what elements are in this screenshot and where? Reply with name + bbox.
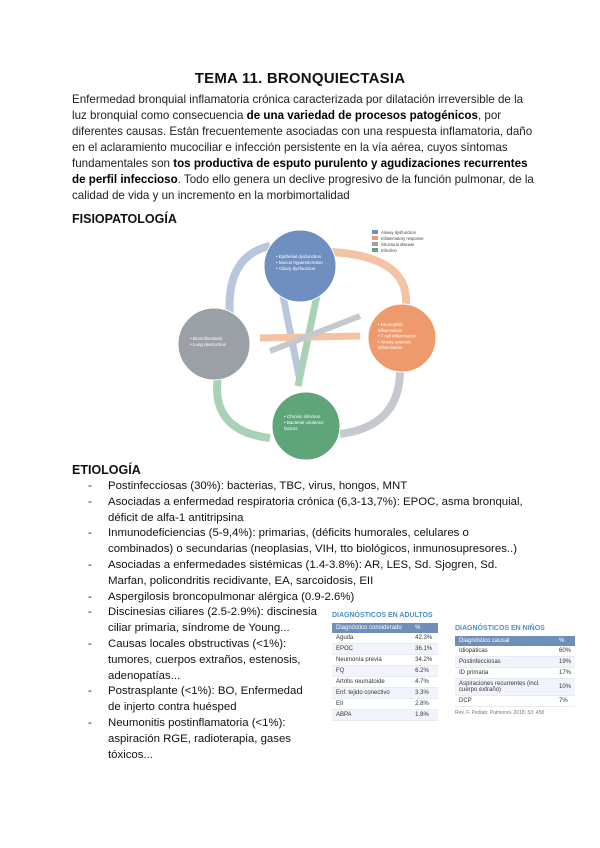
ninos-source: Rev. F. Pediatr. Pulmonol. 2018; 53: 458 — [455, 710, 545, 716]
table-row — [332, 677, 438, 688]
list-item: - Causas locales obstructivas (<1%): tumores, cuerpos extraños, estenosis, adenopatías... — [88, 637, 318, 684]
table-row — [332, 655, 438, 666]
diagram-node-label: • Lung destruction — [190, 342, 227, 347]
table-cell-value: 3.3% — [411, 688, 438, 699]
list-item: - Postrasplante (<1%): BO, Enfermedad de injerto contra huésped — [88, 684, 318, 716]
diagram-node-label: • Mucus hypersecretion — [276, 260, 323, 265]
diagram-node-label: • Chronic infection — [284, 414, 321, 419]
table-cell-value: 1.8% — [411, 710, 438, 721]
table-row — [455, 657, 575, 668]
list-item: - Asociadas a enfermedades sistémicas (1.4-3.8%): AR, LES, Sd. Sjogren, Sd. Marfan, policondritis recidivante, EA, sarcoidosis, EII — [88, 558, 528, 590]
diagram-node-label: • Epithelial dysfunction — [276, 254, 322, 259]
diagram-node-label: factors — [284, 426, 298, 431]
table-cell-label: Postinfecciosas — [455, 657, 555, 668]
adultos-table — [332, 623, 438, 721]
list-item: - Asociadas a enfermedad respiratoria crónica (6,3-13,7%): EPOC, asma bronquial, déficit de alfa-1 antitripsina — [88, 495, 528, 527]
table-row — [332, 699, 438, 710]
table-row — [455, 679, 575, 696]
fisiopatologia-heading: FISIOPATOLOGÍA — [72, 212, 177, 226]
diagram-node-label: inflammation — [378, 345, 403, 351]
page-title: TEMA 11. BRONQUIECTASIA — [194, 70, 406, 87]
diagram-node-label: inflammation — [378, 327, 403, 333]
list-item: - Aspergilosis broncopulmonar alérgica (0.9-2.6%) — [88, 590, 528, 606]
table-cell-value: 19% — [555, 657, 575, 668]
table-row — [332, 633, 438, 644]
table-row — [332, 688, 438, 699]
etiologia-list — [88, 479, 528, 763]
arrow-right-bottom — [340, 366, 400, 434]
legend-swatch — [372, 242, 378, 246]
table-header: % — [555, 636, 575, 646]
table-row — [455, 646, 575, 657]
legend-label: Structural disease — [381, 242, 415, 247]
table-cell-label: Enf. tejido conectivo — [332, 688, 411, 699]
table-row — [332, 644, 438, 655]
table-cell-value: 10% — [555, 679, 575, 696]
ninos-table-title: DIAGNÓSTICOS EN NIÑOS — [455, 625, 545, 632]
diagram-node-label: • Neutrophilic — [378, 322, 404, 327]
table-cell-value: 34.2% — [411, 655, 438, 666]
adultos-table-block — [332, 612, 442, 721]
etiologia-heading: ETIOLOGÍA — [72, 463, 141, 477]
table-cell-label: ABPA — [332, 710, 411, 721]
table-cell-label: Artritis reumatoide — [332, 677, 411, 688]
table-cell-value: 36.1% — [411, 644, 438, 655]
ninos-table — [455, 636, 575, 707]
table-cell-value: 2.8% — [411, 699, 438, 710]
table-cell-value: 6.2% — [411, 666, 438, 677]
table-header: Diagnóstico considerado — [332, 623, 411, 633]
ninos-table-block — [455, 625, 577, 716]
table-row — [332, 710, 438, 721]
vicious-circle-diagram — [170, 226, 450, 462]
diagram-node-label: • Airway systemic — [378, 339, 412, 345]
table-cell-label: ID primaria — [455, 668, 555, 679]
arrow-top-right — [330, 252, 406, 306]
arrow-left-top — [230, 246, 271, 318]
table-row — [455, 668, 575, 679]
adultos-table-title: DIAGNÓSTICOS EN ADULTOS — [332, 612, 433, 619]
legend-swatch — [372, 236, 378, 240]
table-cell-value: 7% — [555, 696, 575, 707]
table-header: % — [411, 623, 438, 633]
list-item: - Inmunodeficiencias (5-9,4%): primarias, (déficits humorales, celulares o combinados) o secundarias (neoplasias, VIH, tto biológicos, inmunosupresores..) — [88, 526, 528, 558]
intro-text-2: , por diferentes causas. Están frecuentemente asociadas con una respuesta inflamatoria, daño en el aclaramiento mucociliar e infección persistente en la vía aérea, cuyos síntomas fundamentales son — [72, 109, 533, 170]
legend-swatch — [372, 248, 378, 252]
intro-bold-2: tos productiva de esputo purulento y agudizaciones recurrentes de perfil infeccioso — [72, 157, 528, 186]
diagram-node-label: • T cell inflammation — [378, 333, 417, 339]
intro-text-3: . Todo ello genera un declive progresivo de la función pulmonar, de la calidad de vida y un incremento en la morbimortalidad — [72, 173, 534, 202]
diagram-node-label: • Ciliary dysfunction — [276, 266, 316, 271]
table-cell-label: FQ — [332, 666, 411, 677]
diagram-node-label: • Bacterial virulence — [284, 420, 324, 425]
left-node-labels — [190, 336, 227, 347]
diagram-node-label: • Bronchiectasis — [190, 336, 223, 341]
infection-node — [272, 392, 340, 460]
table-cell-label: EII — [332, 699, 411, 710]
table-cell-label: Aspiraciones recurrentes (incl. cuerpo extraño) — [455, 679, 555, 696]
arrow-bottom-left — [217, 376, 270, 438]
table-cell-label: Neumonía previa — [332, 655, 411, 666]
table-cell-label: DCP — [455, 696, 555, 707]
table-cell-value: 42.3% — [411, 633, 438, 644]
list-item: - Neumonitis postinflamatoria (<1%): aspiración RGE, radioterapia, gases tóxicos... — [88, 716, 318, 763]
legend-label: Inflammatory response — [381, 236, 424, 241]
list-item: - Discinesias ciliares (2.5-2.9%): discinesia ciliar primaria, síndrome de Young... — [88, 605, 318, 637]
legend-label: Infection — [381, 248, 397, 253]
legend-swatch — [372, 230, 378, 234]
table-row — [332, 666, 438, 677]
intro-bold-1: de una variedad de procesos patogénicos — [246, 109, 478, 122]
list-item: - Postinfecciosas (30%): bacterias, TBC, virus, hongos, MNT — [88, 479, 528, 495]
legend-label: Airway dysfunction — [381, 230, 416, 235]
table-header: Diagnóstico causal — [455, 636, 555, 646]
intro-text-1: Enfermedad bronquial inflamatoria crónica caracterizada por dilatación irreversible de la luz bronquial como consecuencia — [72, 93, 524, 122]
diagram-legend — [372, 230, 424, 253]
table-cell-label: Idiopáticas — [455, 646, 555, 657]
table-cell-value: 4.7% — [411, 677, 438, 688]
table-cell-value: 60% — [555, 646, 575, 657]
table-cell-label: Aguda — [332, 633, 411, 644]
table-cell-label: EPOC — [332, 644, 411, 655]
table-cell-value: 17% — [555, 668, 575, 679]
intro-paragraph — [72, 92, 534, 204]
table-row — [455, 696, 575, 707]
